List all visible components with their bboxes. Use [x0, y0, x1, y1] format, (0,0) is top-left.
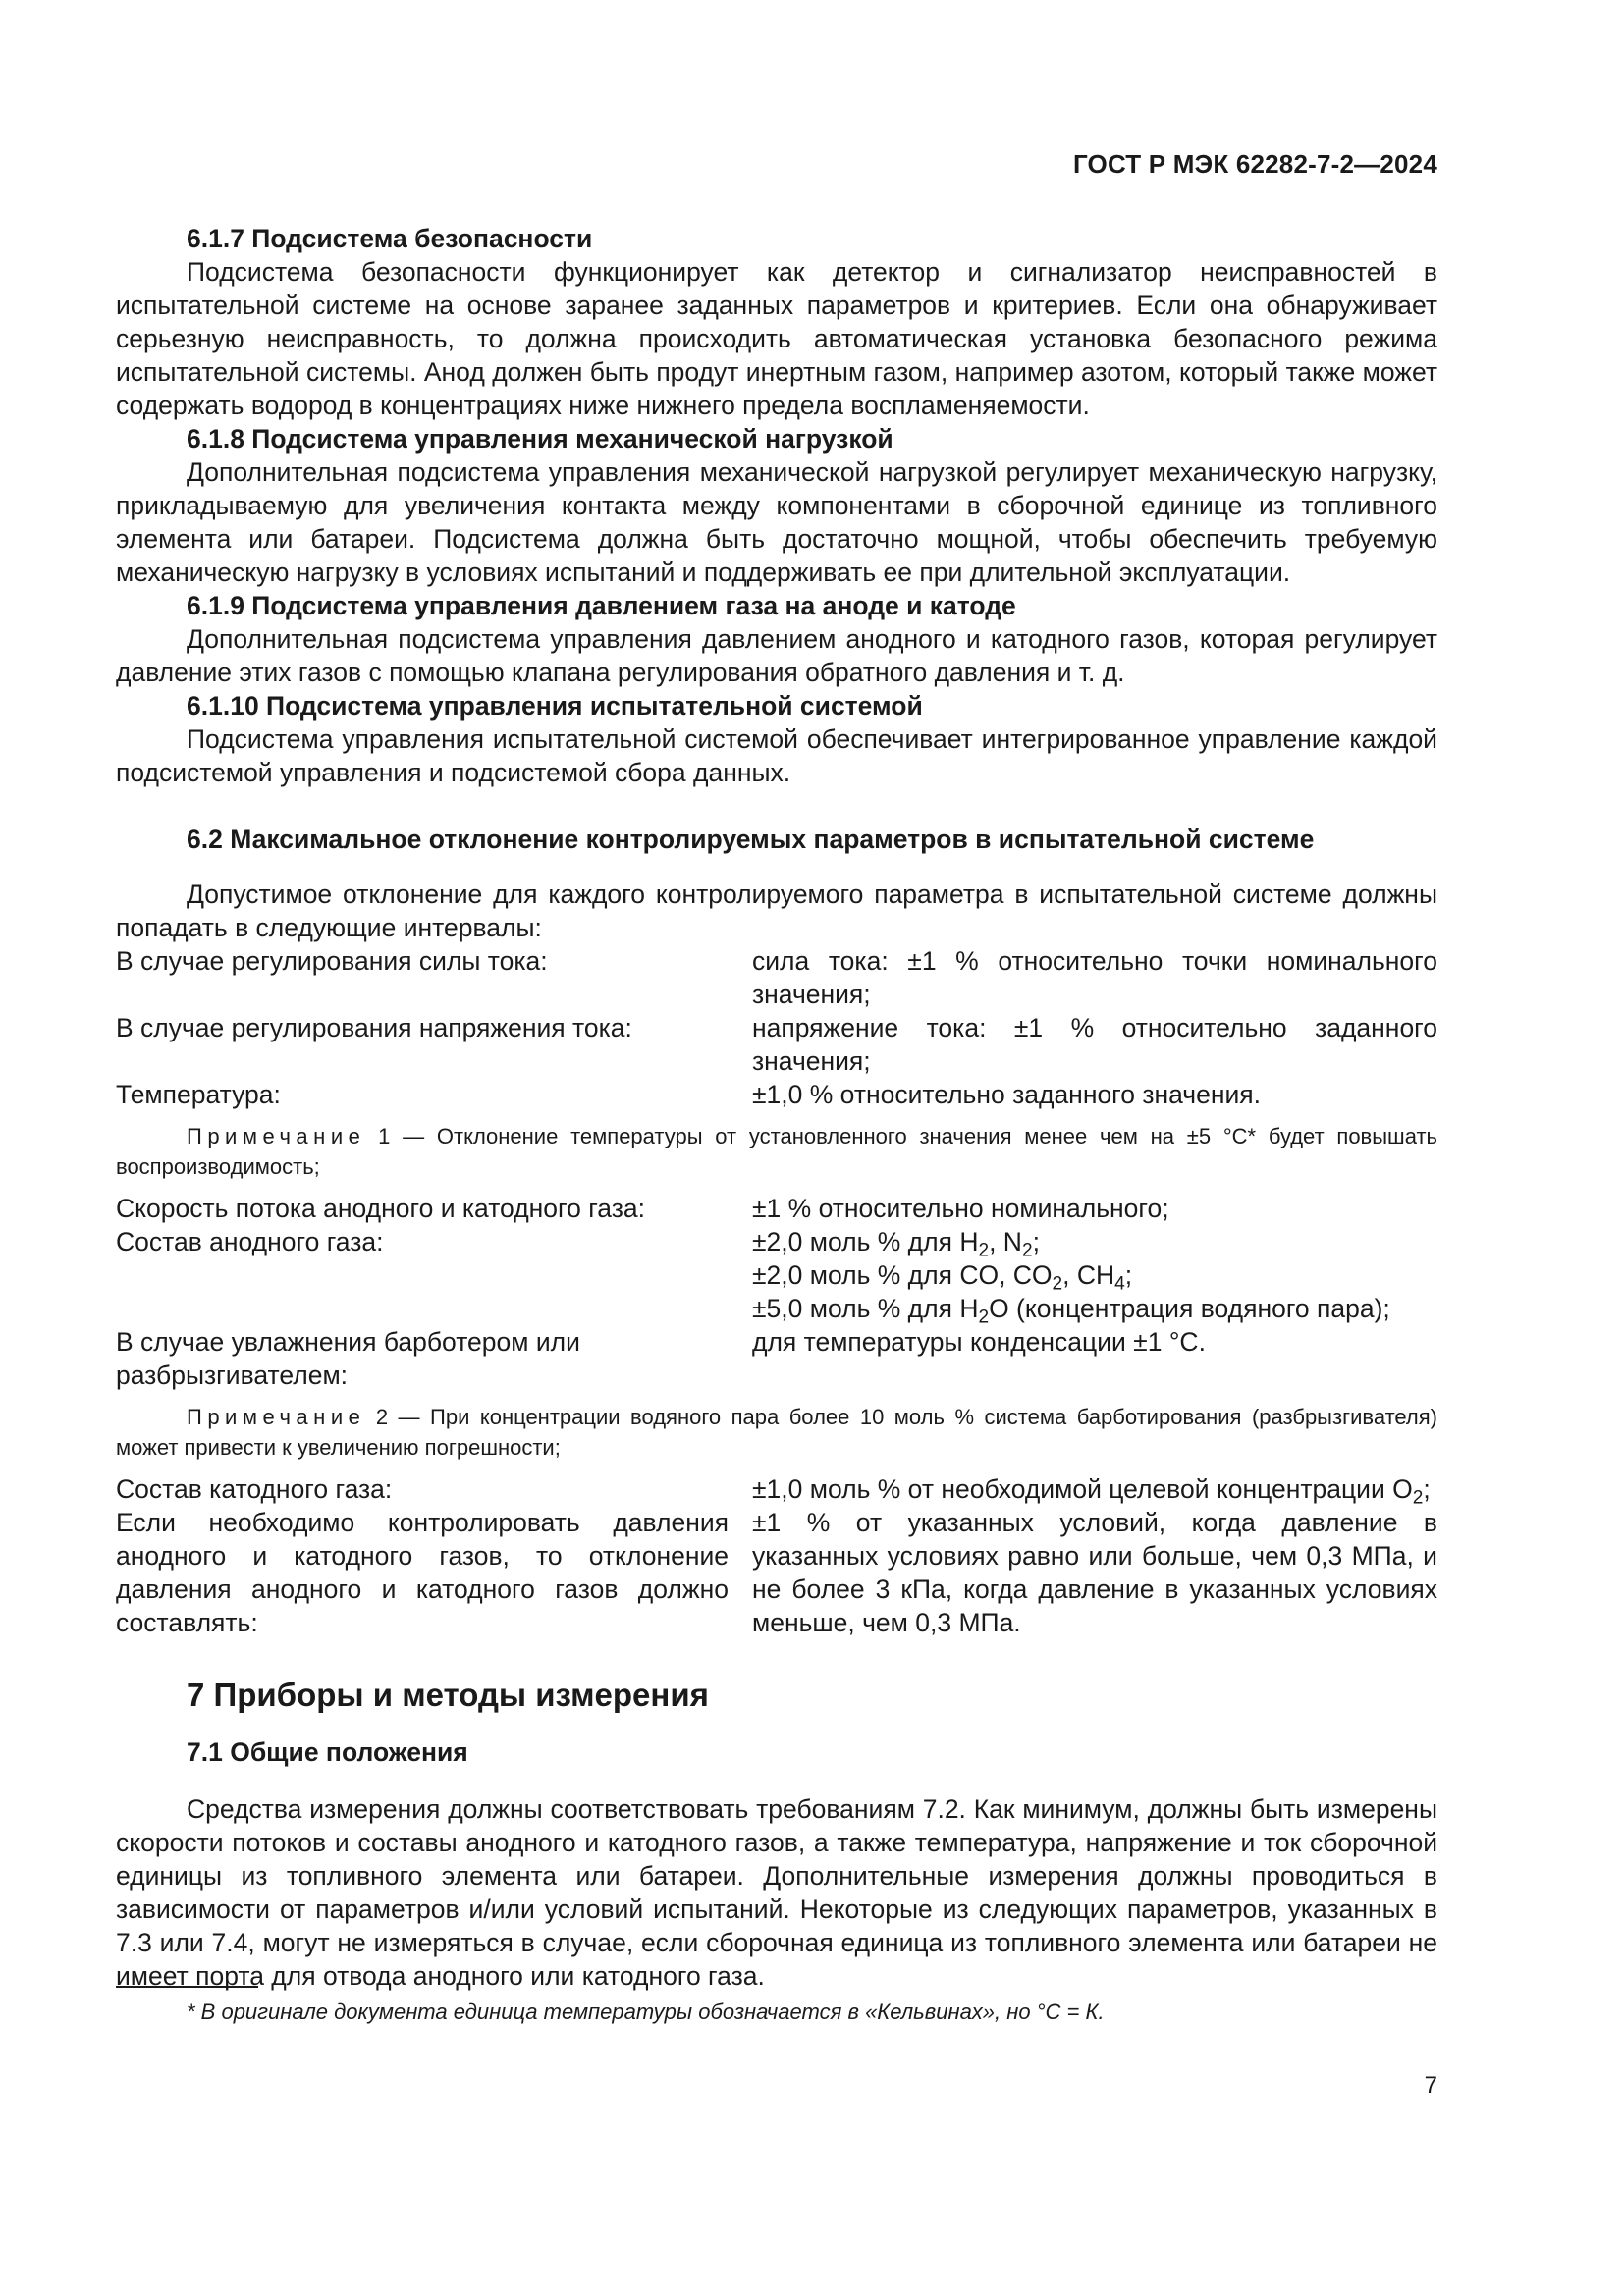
heading-6-1-8: 6.1.8 Подсистема управления механической нагрузкой — [187, 424, 893, 454]
document-code: ГОСТ Р МЭК 62282-7-2—2024 — [1072, 149, 1437, 179]
paragraph-6-1-9: Дополнительная подсистема управления давлением анодного и катодного газов, которая регулирует давление этих газов с помощью клапана регулирования обратного давления и т. д. — [116, 624, 1437, 687]
param-label-flow: Скорость потока анодного и катодного газа: — [116, 1194, 645, 1223]
anode-gas-line-2: ±2,0 моль % для CO, $CO_2$, $CH_4$; — [752, 1260, 1133, 1295]
paragraph-6-1-8: Дополнительная подсистема управления механической нагрузкой регулирует механическую нагрузку, прикладываемую для увеличения контакта между компонентами в сборочной единице из топливного элемента или батареи. Подсистема должна быть достаточно мощной, чтобы обеспечить требуемую механическую нагрузку в условиях испытаний и поддерживать ее при длительной эксплуатации. — [116, 457, 1437, 587]
paragraph-6-1-7: Подсистема безопасности функционирует как детектор и сигнализатор неисправностей в испытательной системе на основе заранее заданных параметров и критериев. Если она обнаруживает серьезную неисправность, то должна происходить автоматическая установка безопасного режима испытательной системы. Анод должен быть продут инертным газом, например азотом, который также может содержать водород в концентрациях ниже нижнего предела воспламеняемости. — [116, 257, 1437, 420]
param-row-current — [116, 944, 1437, 1011]
param-row-flow — [116, 1192, 1437, 1225]
footnote-separator — [116, 1986, 258, 1988]
param-row-anode-gas — [116, 1225, 1437, 1328]
param-row-cathode-gas — [116, 1472, 1437, 1509]
param-value-temperature: ±1,0 % относительно заданного значения. — [752, 1080, 1262, 1109]
heading-6-1-7: 6.1.7 Подсистема безопасности — [187, 224, 593, 253]
param-value-anode-gas — [752, 1225, 1437, 1328]
heading-6-1-9: 6.1.9 Подсистема управления давлением газа на аноде и катоде — [187, 591, 1016, 620]
param-label-anode-gas: Состав анодного газа: — [116, 1227, 384, 1256]
param-label-humidification: В случае увлажнения барботером или разбрызгивателем: — [116, 1327, 580, 1390]
footnote: * В оригинале документа единица температуры обозначается в «Кельвинах», но °С = К. — [187, 2000, 1105, 2024]
note-2-tag: Примечание — [187, 1405, 366, 1429]
param-row-humidification — [116, 1325, 1437, 1392]
param-label-current: В случае регулирования силы тока: — [116, 946, 548, 976]
paragraph-6-2-intro: Допустимое отклонение для каждого контролируемого параметра в испытательной системе должны попадать в следующие интервалы: — [116, 880, 1437, 942]
param-value-cathode-gas: ±1,0 моль % от необходимой целевой концентрации $O_2$; — [752, 1474, 1431, 1509]
heading-6-2: 6.2 Максимальное отклонение контролируемых параметров в испытательной системе — [187, 825, 1315, 854]
param-value-flow: ±1 % относительно номинального; — [752, 1194, 1169, 1223]
note-1-tag: Примечание — [187, 1124, 366, 1148]
param-label-voltage: В случае регулирования напряжения тока: — [116, 1013, 632, 1042]
param-value-humidification: для температуры конденсации ±1 °С. — [752, 1327, 1206, 1357]
paragraph-6-1-10: Подсистема управления испытательной системой обеспечивает интегрированное управление каждой подсистемой управления и подсистемой сбора данных. — [116, 724, 1437, 787]
param-row-pressure — [116, 1506, 1437, 1639]
param-value-current: сила тока: ±1 % относительно точки номинального значения; — [752, 946, 1437, 1009]
note-1 — [116, 1121, 1437, 1182]
heading-6-1-10: 6.1.10 Подсистема управления испытательной системой — [187, 691, 923, 721]
heading-7: 7 Приборы и методы измерения — [187, 1677, 709, 1713]
note-2-text: 2 — При концентрации водяного пара более 10 моль % система барботирования (разбрызгивателя) может привести к увеличению погрешности; — [116, 1405, 1437, 1460]
param-row-voltage — [116, 1011, 1437, 1078]
param-value-pressure: ±1 % от указанных условий, когда давление в указанных условиях равно или больше, чем 0,3 МПа, и не более 3 кПа, когда давление в указанных условиях меньше, чем 0,3 МПа. — [752, 1508, 1437, 1637]
anode-gas-line-1: ±2,0 моль % для $H_2$, $N_2$; — [752, 1227, 1040, 1261]
paragraph-7-1: Средства измерения должны соответствовать требованиям 7.2. Как минимум, должны быть измерены скорости потоков и составы анодного и катодного газов, а также температура, напряжение и ток сборочной единицы из топливного элемента или батареи. Дополнительные измерения должны проводиться в зависимости от параметров и/или условий испытаний. Некоторые из следующих параметров, указанных в 7.3 или 7.4, могут не измеряться в случае, если сборочная единица из топливного элемента или батареи не имеет порта для отвода анодного или катодного газа. — [116, 1794, 1437, 1991]
page-content — [116, 222, 1437, 1993]
note-1-text: 1 — Отклонение температуры от установленного значения менее чем на ±5 °С* будет повышать воспроизводимость; — [116, 1124, 1437, 1179]
param-value-voltage: напряжение тока: ±1 % относительно заданного значения; — [752, 1013, 1437, 1076]
param-label-pressure: Если необходимо контролировать давления анодного и катодного газов, то отклонение давления анодного и катодного газов должно составлять: — [116, 1508, 729, 1637]
heading-7-1: 7.1 Общие положения — [187, 1737, 468, 1767]
param-label-temperature: Температура: — [116, 1080, 281, 1109]
param-label-cathode-gas: Состав катодного газа: — [116, 1474, 393, 1504]
param-row-temperature — [116, 1078, 1437, 1111]
note-2 — [116, 1402, 1437, 1463]
page-number: 7 — [1424, 2072, 1437, 2099]
anode-gas-line-3: ±5,0 моль % для $H_2O$ (концентрация водяного пара); — [752, 1294, 1390, 1328]
